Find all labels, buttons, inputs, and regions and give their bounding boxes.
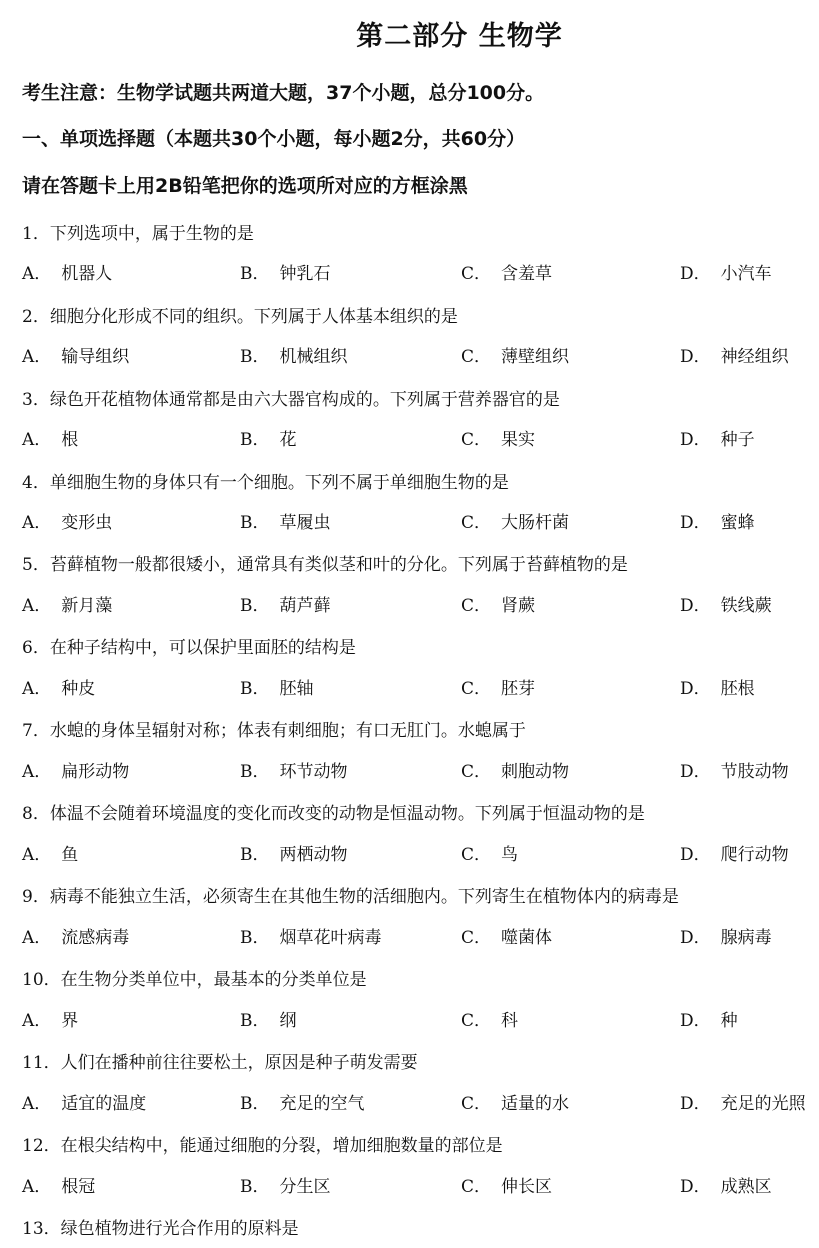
option-a <box>22 425 78 450</box>
option-text: 铁线蕨 <box>720 596 772 616</box>
option-text: 腺病毒 <box>720 928 772 948</box>
option-text: 草履虫 <box>279 513 331 533</box>
option-b <box>240 674 314 699</box>
option-text: 输导组织 <box>61 347 130 367</box>
option-c <box>461 425 535 450</box>
option-letter: C． <box>461 1177 492 1197</box>
option-letter: B． <box>240 430 270 450</box>
option-a <box>22 757 129 782</box>
section-heading: 一、单项选择题（本题共30个小题，每小题2分，共60分） <box>22 128 526 150</box>
question-stem: 9．病毒不能独立生活，必须寄生在其他生物的活细胞内。下列寄生在植物体内的病毒是 <box>22 887 679 907</box>
option-text: 节肢动物 <box>720 762 789 782</box>
option-text: 成熟区 <box>720 1177 772 1197</box>
option-text: 烟草花叶病毒 <box>279 928 382 948</box>
option-letter: A． <box>22 845 52 865</box>
option-text: 小汽车 <box>720 264 772 284</box>
option-text: 胚根 <box>720 679 755 699</box>
option-row <box>22 342 812 368</box>
option-text: 机器人 <box>61 264 113 284</box>
option-row <box>22 591 812 617</box>
option-letter: D． <box>680 762 711 782</box>
option-letter: A． <box>22 264 52 284</box>
question-stem: 1．下列选项中，属于生物的是 <box>22 224 254 244</box>
option-text: 鸟 <box>501 845 519 865</box>
question-stem: 7．水螅的身体呈辐射对称；体表有刺细胞；有口无肛门。水螅属于 <box>22 721 526 741</box>
option-letter: A． <box>22 347 52 367</box>
option-a <box>22 923 129 948</box>
question-stem: 2．细胞分化形成不同的组织。下列属于人体基本组织的是 <box>22 307 458 327</box>
option-b <box>240 840 348 865</box>
option-letter: B． <box>240 264 270 284</box>
option-b <box>240 508 331 533</box>
option-d <box>680 425 755 450</box>
option-letter: C． <box>461 264 492 284</box>
option-letter: C． <box>461 513 492 533</box>
option-text: 神经组织 <box>720 347 789 367</box>
option-a <box>22 591 112 616</box>
candidate-notice: 考生注意：生物学试题共两道大题，37个小题，总分100分。 <box>22 82 545 104</box>
option-letter: A． <box>22 679 52 699</box>
option-row <box>22 757 812 783</box>
option-b <box>240 923 382 948</box>
option-letter: C． <box>461 762 492 782</box>
option-letter: A． <box>22 1011 52 1031</box>
option-row <box>22 1006 812 1032</box>
question-stem: 6．在种子结构中，可以保护里面胚的结构是 <box>22 638 356 658</box>
option-text: 充足的空气 <box>279 1094 365 1114</box>
option-text: 肾蕨 <box>501 596 536 616</box>
option-text: 鱼 <box>61 845 79 865</box>
option-text: 扁形动物 <box>61 762 130 782</box>
option-text: 适量的水 <box>501 1094 570 1114</box>
option-a <box>22 1089 146 1114</box>
option-letter: A． <box>22 762 52 782</box>
option-a <box>22 508 112 533</box>
option-letter: B． <box>240 928 270 948</box>
option-row <box>22 923 812 949</box>
option-d <box>680 342 789 367</box>
option-a <box>22 674 95 699</box>
option-text: 胚芽 <box>501 679 536 699</box>
option-letter: D． <box>680 264 711 284</box>
option-text: 充足的光照 <box>720 1094 806 1114</box>
option-letter: B． <box>240 347 270 367</box>
option-c <box>461 923 552 948</box>
option-letter: B． <box>240 1011 270 1031</box>
option-letter: D． <box>680 1011 711 1031</box>
option-letter: A． <box>22 596 52 616</box>
option-c <box>461 757 569 782</box>
option-b <box>240 425 297 450</box>
option-letter: D． <box>680 928 711 948</box>
option-a <box>22 259 112 284</box>
option-letter: C． <box>461 928 492 948</box>
option-row <box>22 674 812 700</box>
question-stem: 8．体温不会随着环境温度的变化而改变的动物是恒温动物。下列属于恒温动物的是 <box>22 804 645 824</box>
option-text: 果实 <box>501 430 536 450</box>
option-letter: C． <box>461 430 492 450</box>
option-text: 种皮 <box>61 679 96 699</box>
option-text: 纲 <box>279 1011 297 1031</box>
option-d <box>680 757 789 782</box>
question-stem: 4．单细胞生物的身体只有一个细胞。下列不属于单细胞生物的是 <box>22 473 509 493</box>
option-letter: C． <box>461 596 492 616</box>
option-d <box>680 508 755 533</box>
option-text: 根 <box>61 430 79 450</box>
option-text: 种 <box>720 1011 738 1031</box>
option-letter: A． <box>22 1177 52 1197</box>
option-text: 变形虫 <box>61 513 113 533</box>
option-b <box>240 342 348 367</box>
option-d <box>680 1006 738 1031</box>
question-stem: 3．绿色开花植物体通常都是由六大器官构成的。下列属于营养器官的是 <box>22 390 560 410</box>
option-letter: B． <box>240 845 270 865</box>
option-row <box>22 508 812 534</box>
option-c <box>461 1006 518 1031</box>
option-text: 机械组织 <box>279 347 348 367</box>
option-text: 种子 <box>720 430 755 450</box>
option-text: 蜜蜂 <box>720 513 755 533</box>
option-b <box>240 591 331 616</box>
option-text: 花 <box>279 430 297 450</box>
option-text: 大肠杆菌 <box>501 513 570 533</box>
option-letter: B． <box>240 596 270 616</box>
option-letter: B． <box>240 1094 270 1114</box>
option-letter: A． <box>22 513 52 533</box>
option-letter: A． <box>22 1094 52 1114</box>
option-letter: D． <box>680 430 711 450</box>
option-text: 含羞草 <box>501 264 553 284</box>
option-text: 伸长区 <box>501 1177 553 1197</box>
option-c <box>461 1172 552 1197</box>
option-text: 适宜的温度 <box>61 1094 147 1114</box>
option-text: 钟乳石 <box>279 264 331 284</box>
option-letter: D． <box>680 596 711 616</box>
option-c <box>461 259 552 284</box>
option-d <box>680 591 772 616</box>
option-row <box>22 1172 812 1198</box>
option-letter: A． <box>22 430 52 450</box>
option-d <box>680 674 755 699</box>
answer-instruction: 请在答题卡上用2B铅笔把你的选项所对应的方框涂黑 <box>22 175 468 197</box>
option-text: 刺胞动物 <box>501 762 570 782</box>
option-text: 环节动物 <box>279 762 348 782</box>
option-row <box>22 259 812 285</box>
option-c <box>461 674 535 699</box>
option-d <box>680 840 789 865</box>
option-text: 葫芦藓 <box>279 596 331 616</box>
question-stem: 12．在根尖结构中，能通过细胞的分裂，增加细胞数量的部位是 <box>22 1136 503 1156</box>
question-stem: 5．苔藓植物一般都很矮小，通常具有类似茎和叶的分化。下列属于苔藓植物的是 <box>22 555 628 575</box>
option-letter: C． <box>461 347 492 367</box>
option-text: 爬行动物 <box>720 845 789 865</box>
option-d <box>680 259 772 284</box>
option-letter: A． <box>22 928 52 948</box>
option-a <box>22 1172 95 1197</box>
question-stem: 10．在生物分类单位中，最基本的分类单位是 <box>22 970 367 990</box>
option-text: 界 <box>61 1011 79 1031</box>
option-row <box>22 840 812 866</box>
option-b <box>240 757 348 782</box>
option-d <box>680 1172 772 1197</box>
option-b <box>240 259 331 284</box>
option-c <box>461 840 518 865</box>
option-text: 新月藻 <box>61 596 113 616</box>
option-text: 根冠 <box>61 1177 96 1197</box>
option-row <box>22 425 812 451</box>
option-a <box>22 840 78 865</box>
option-text: 两栖动物 <box>279 845 348 865</box>
option-letter: D． <box>680 347 711 367</box>
option-b <box>240 1089 365 1114</box>
option-a <box>22 342 129 367</box>
option-d <box>680 1089 806 1114</box>
option-letter: D． <box>680 1094 711 1114</box>
option-letter: C． <box>461 679 492 699</box>
option-b <box>240 1006 297 1031</box>
option-text: 薄壁组织 <box>501 347 570 367</box>
option-c <box>461 342 569 367</box>
option-letter: C． <box>461 845 492 865</box>
option-letter: B． <box>240 1177 270 1197</box>
option-letter: C． <box>461 1011 492 1031</box>
option-letter: B． <box>240 513 270 533</box>
option-d <box>680 923 772 948</box>
option-letter: D． <box>680 679 711 699</box>
question-stem: 11．人们在播种前往往要松土，原因是种子萌发需要 <box>22 1053 418 1073</box>
option-c <box>461 591 535 616</box>
option-text: 噬菌体 <box>501 928 553 948</box>
option-text: 科 <box>501 1011 519 1031</box>
option-b <box>240 1172 331 1197</box>
option-row <box>22 1089 812 1115</box>
option-text: 胚轴 <box>279 679 314 699</box>
option-letter: D． <box>680 845 711 865</box>
option-letter: B． <box>240 762 270 782</box>
page-title: 第二部分 生物学 <box>356 21 563 52</box>
option-letter: B． <box>240 679 270 699</box>
option-letter: D． <box>680 1177 711 1197</box>
option-c <box>461 1089 569 1114</box>
option-text: 流感病毒 <box>61 928 130 948</box>
option-letter: D． <box>680 513 711 533</box>
option-c <box>461 508 569 533</box>
option-text: 分生区 <box>279 1177 331 1197</box>
question-stem: 13．绿色植物进行光合作用的原料是 <box>22 1219 299 1239</box>
option-a <box>22 1006 78 1031</box>
option-letter: C． <box>461 1094 492 1114</box>
